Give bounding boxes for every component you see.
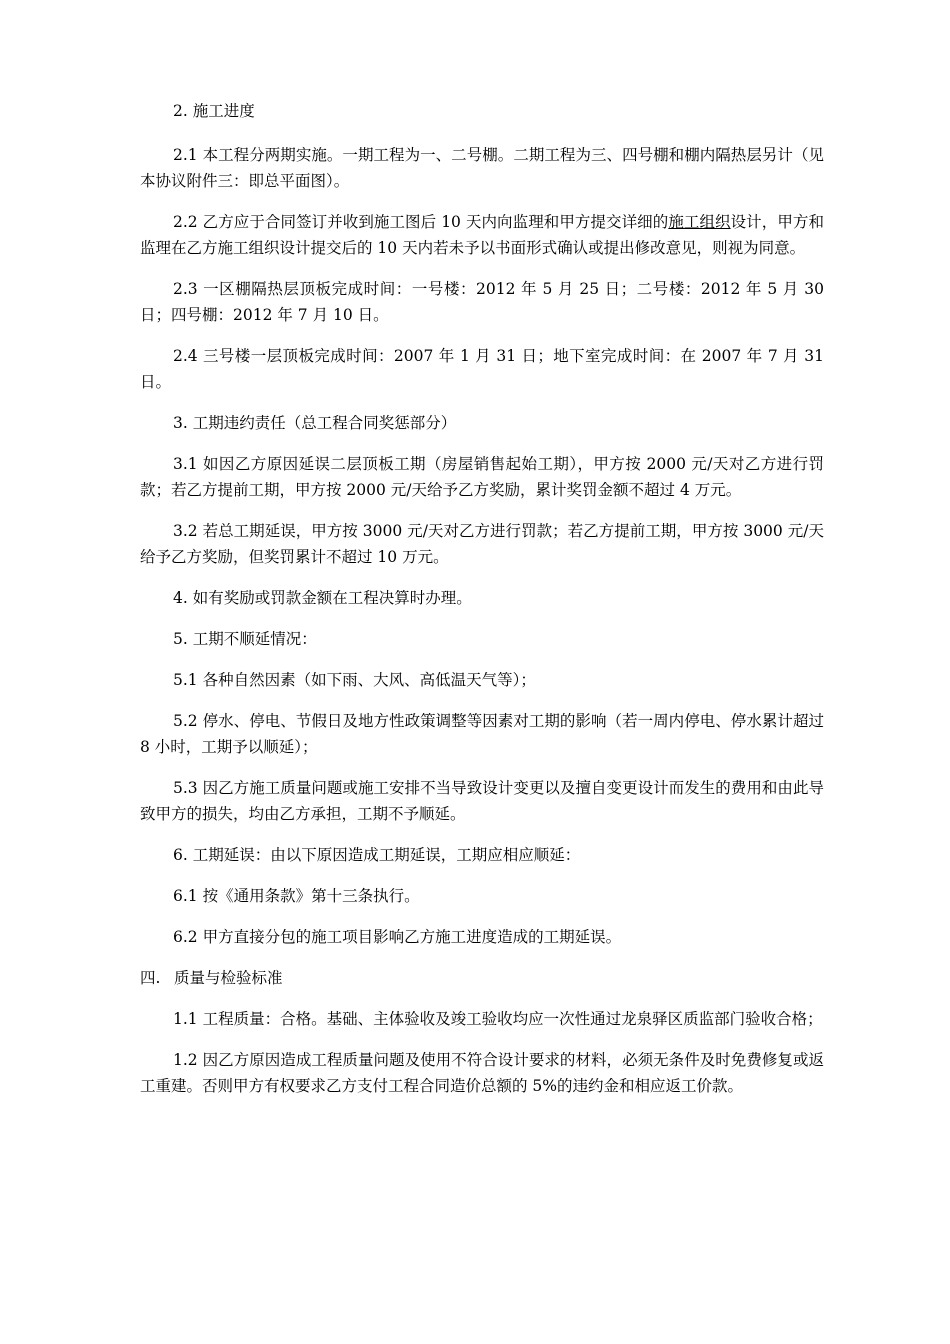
clause-3-2: 3.2 若总工期延误，甲方按 3000 元/天对乙方进行罚款；若乙方提前工期，甲方按 3000 元/天给予乙方奖励，但奖罚累计不超过 10 万元。 — [140, 522, 824, 566]
section-number: 四. — [140, 969, 161, 987]
section-quality-standards — [140, 965, 824, 991]
clause-quality-1-2: 1.2 因乙方原因造成工程质量问题及使用不符合设计要求的材料，必须无条件及时免费修复或返工重建。否则甲方有权要求乙方支付工程合同造价总额的 5%的违约金和相应返工价款。 — [140, 1051, 824, 1095]
clause-2-2-text-b: 设计，甲方和监理在乙方施工组织设计提交后的 10 天内若未予以书面形式确认或提出修改意见，则视为同意。 — [140, 213, 824, 257]
clause-2-2-text-a: 2.2 乙方应于合同签订并收到施工图后 10 天内向监理和甲方提交详细的 — [173, 213, 669, 231]
clause-quality-1-1: 1.1 工程质量：合格。基础、主体验收及竣工验收均应一次性通过龙泉驿区质监部门验收合格； — [173, 1010, 823, 1028]
clause-6-2: 6.2 甲方直接分包的施工项目影响乙方施工进度造成的工期延误。 — [173, 928, 622, 946]
heading-no-extension: 5. 工期不顺延情况： — [173, 630, 317, 648]
clause-2-1: 2.1 本工程分两期实施。一期工程为一、二号棚。二期工程为三、四号棚和棚内隔热层另计（见本协议附件三：即总平面图）。 — [140, 146, 824, 190]
clause-5-1: 5.1 各种自然因素（如下雨、大风、高低温天气等）； — [173, 671, 536, 689]
clause-2-3: 2.3 一区棚隔热层顶板完成时间：一号楼：2012 年 5 月 25 日；二号楼：2012 年 5 月 30 日；四号棚：2012 年 7 月 10 日。 — [140, 280, 824, 324]
clause-6-1: 6.1 按《通用条款》第十三条执行。 — [173, 887, 420, 905]
document-body — [140, 98, 824, 1114]
clause-2-2 — [140, 209, 824, 261]
heading-construction-schedule: 2. 施工进度 — [173, 102, 255, 120]
clause-2-4: 2.4 三号楼一层顶板完成时间：2007 年 1 月 31 日；地下室完成时间：在 2007 年 7 月 31 日。 — [140, 347, 824, 391]
clause-5-3: 5.3 因乙方施工质量问题或施工安排不当导致设计变更以及擅自变更设计而发生的费用和由此导致甲方的损失，均由乙方承担，工期不予顺延。 — [140, 779, 824, 823]
section-title: 质量与检验标准 — [174, 969, 283, 987]
clause-4: 4. 如有奖励或罚款金额在工程决算时办理。 — [173, 589, 472, 607]
construction-organization-link: 施工组织 — [668, 213, 731, 231]
heading-delay-liability: 3. 工期违约责任（总工程合同奖惩部分） — [173, 414, 457, 432]
heading-delay-extension: 6. 工期延误：由以下原因造成工期延误，工期应相应顺延： — [173, 846, 581, 864]
clause-3-1: 3.1 如因乙方原因延误二层顶板工期（房屋销售起始工期），甲方按 2000 元/天对乙方进行罚款；若乙方提前工期，甲方按 2000 元/天给予乙方奖励，累计奖罚金额不超过 4 万元。 — [140, 455, 824, 499]
clause-5-2: 5.2 停水、停电、节假日及地方性政策调整等因素对工期的影响（若一周内停电、停水累计超过 8 小时，工期予以顺延）； — [140, 712, 824, 756]
